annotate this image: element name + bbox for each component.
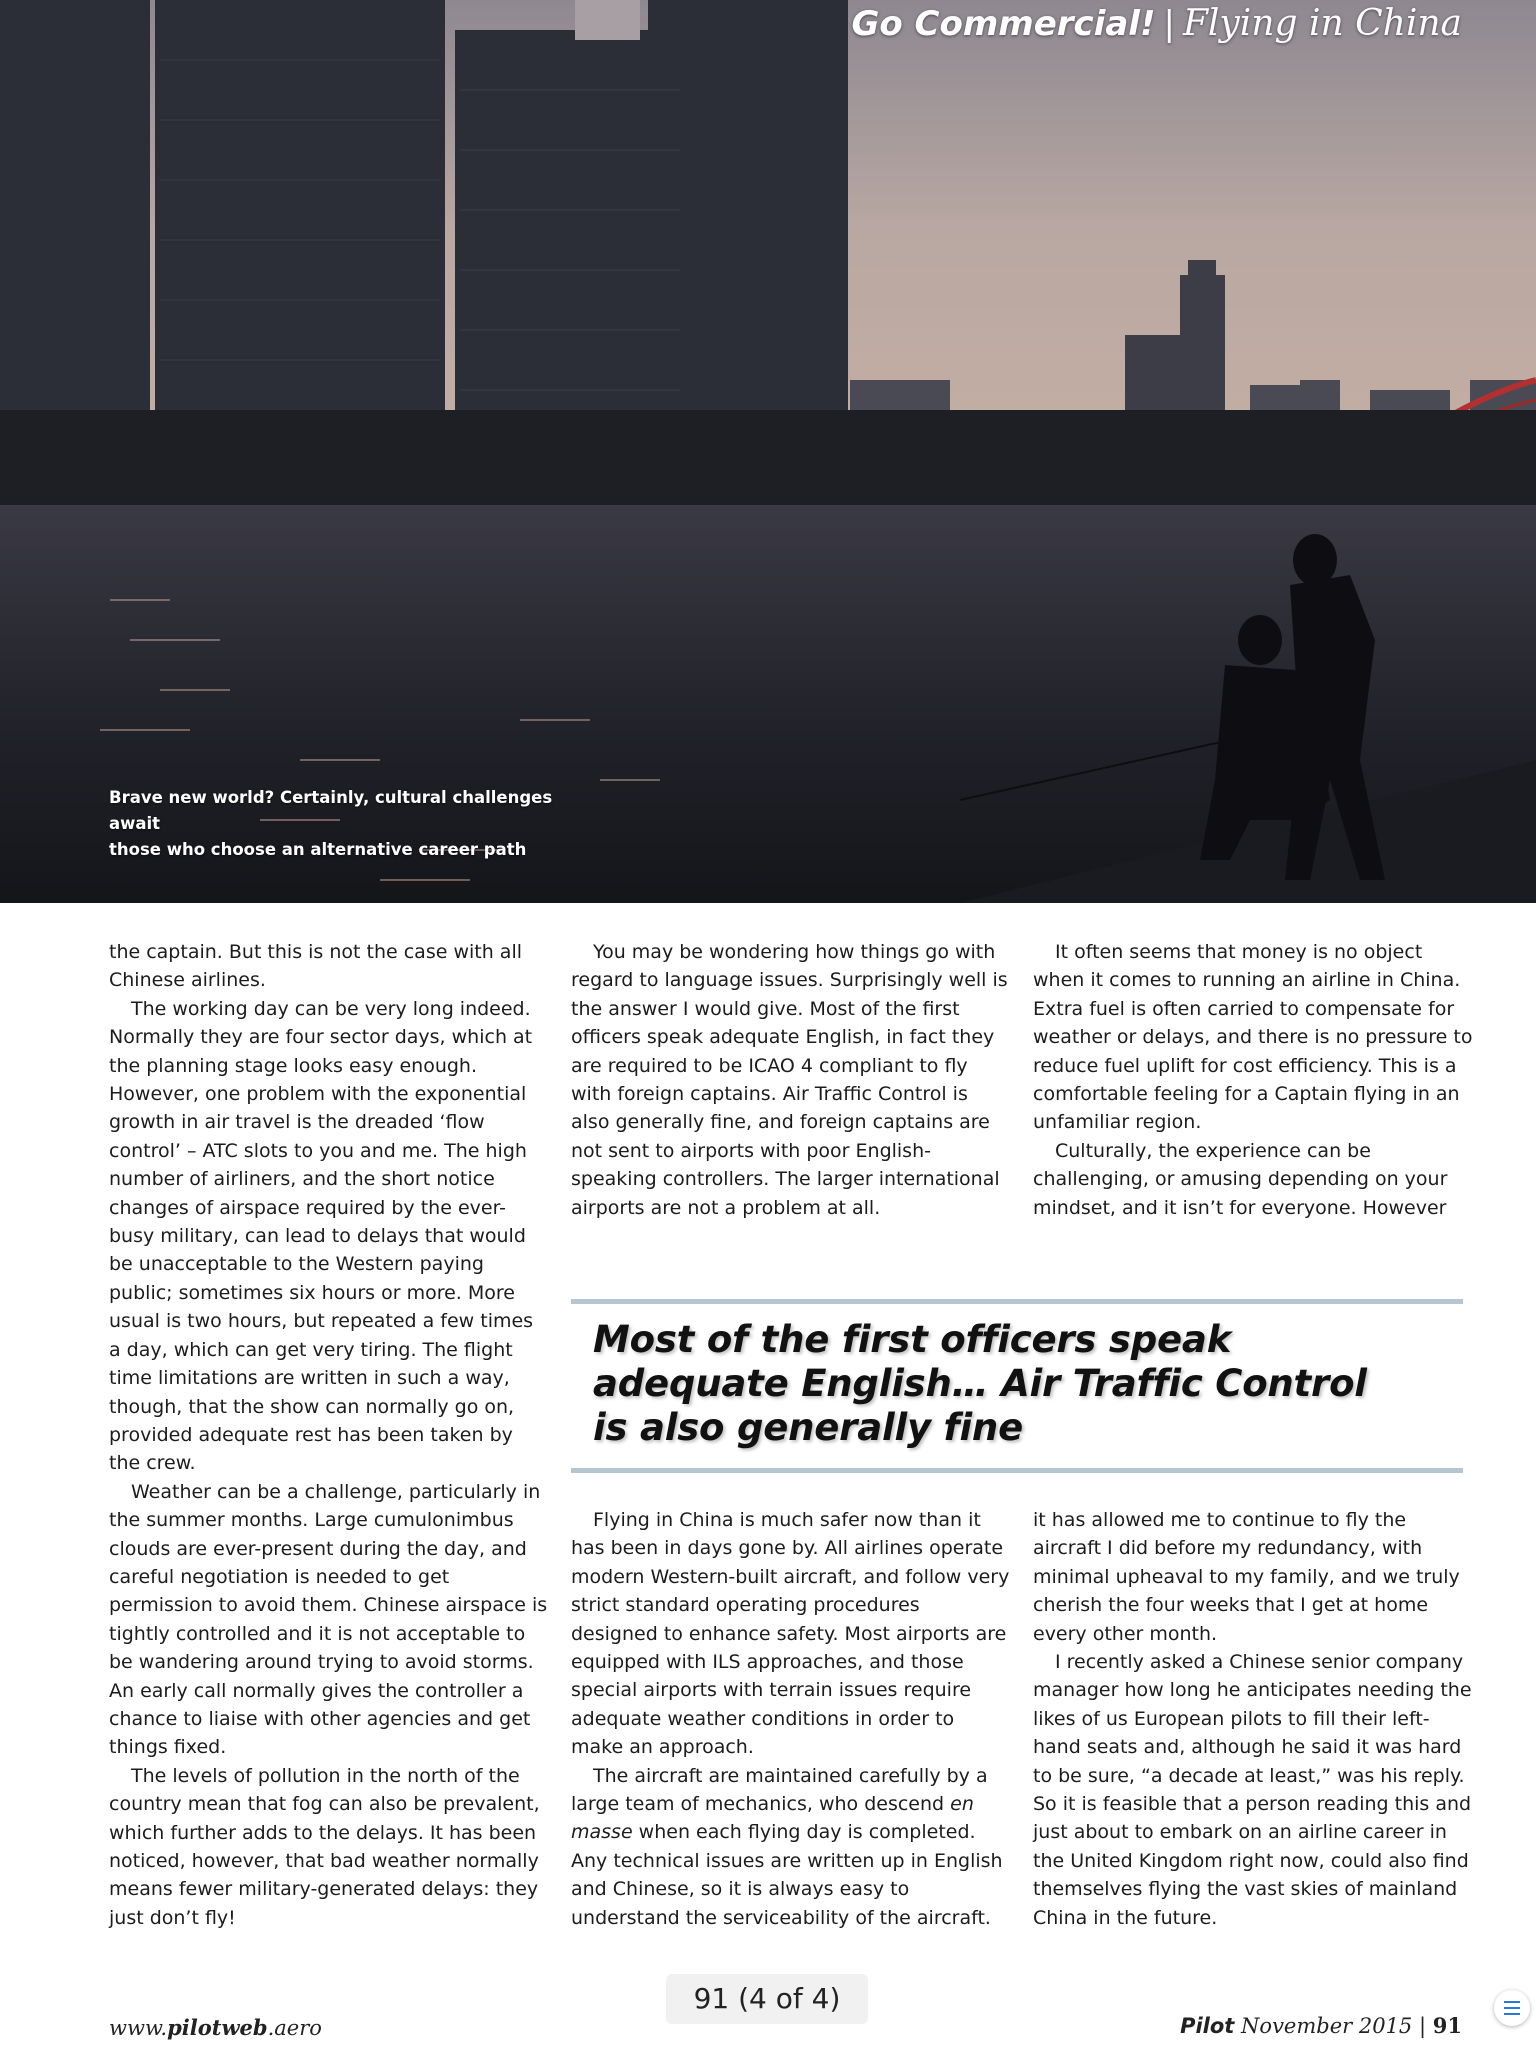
url-domain: pilotweb <box>167 2015 268 2040</box>
issue-date: November 2015 <box>1241 2014 1413 2038</box>
pullquote-line: is also generally fine <box>593 1406 1023 1449</box>
article-column-3-top <box>1033 938 1473 1222</box>
pullquote-rule-bottom <box>571 1468 1463 1473</box>
hero-photo <box>0 0 1536 903</box>
text-run: The aircraft are maintained carefully by a large team of mechanics, who descend <box>571 1764 988 1816</box>
magazine-name: Pilot <box>1180 2014 1235 2038</box>
caption-line: those who choose an alternative career path <box>109 840 527 859</box>
article-column-1 <box>109 938 549 1932</box>
footer-website <box>109 2015 322 2040</box>
city-river-scene <box>0 0 1536 903</box>
pullquote <box>593 1318 1413 1450</box>
paragraph <box>571 1762 1011 1932</box>
pullquote-line: Most of the first officers speak <box>593 1318 1232 1361</box>
footer-folio <box>1180 2013 1462 2038</box>
italic-phrase: en masse <box>571 1793 974 1844</box>
paragraph: It often seems that money is no object when it comes to running an airline in China. Extra fuel is often carried to compensate for weather or delays, and there is no pressure to reduce fuel uplift for cost efficiency. This is a comfortable feeling for a Captain flying in an unfamiliar region. <box>1033 941 1473 1134</box>
paragraph: Culturally, the experience can be challenging, or amusing depending on your mindset, and it isn’t for everyone. However <box>1033 1139 1448 1219</box>
folio-divider: | <box>1419 2014 1427 2038</box>
paragraph: it has allowed me to continue to fly the aircraft I did before my redundancy, with minimal upheaval to my family, and we truly cherish the four weeks that I get at home every other month. <box>1033 1509 1460 1645</box>
paragraph: I recently asked a Chinese senior company manager how long he anticipates needing the likes of us European pilots to fill their left-hand seats and, although he said it was hard to be sure, “a decade at least,” was his reply. So it is feasible that a person reading this and just about to embark on an airline career in the United Kingdom right now, could also find themselves flying the vast skies of mainland China in the future. <box>1033 1651 1472 1929</box>
header-separator: | <box>1163 4 1175 44</box>
page-number: 91 <box>1432 2013 1462 2038</box>
page-indicator[interactable]: 91 (4 of 4) <box>666 1974 868 2024</box>
paragraph: The levels of pollution in the north of the country mean that fog can also be prevalent, which further adds to the delays. It has been noticed, however, that bad weather normally means fewer military-generated delays: they just don’t fly! <box>109 1764 540 1929</box>
caption-line: Brave new world? Certainly, cultural challenges await <box>109 788 553 833</box>
article-column-2-bottom <box>571 1506 1011 1932</box>
photo-caption <box>109 785 579 863</box>
paragraph: Weather can be a challenge, particularly in the summer months. Large cumulonimbus clouds are ever-present during the day, and careful negotiation is needed to get permission to avoid them. Chinese airspace is tightly controlled and it is not acceptable to be wandering around trying to avoid storms. An early call normally gives the controller a chance to liaise with other agencies and get things fixed. <box>109 1480 548 1759</box>
pullquote-rule-top <box>571 1299 1463 1304</box>
paragraph: You may be wondering how things go with regard to language issues. Surprisingly well is the answer I would give. Most of the first officers speak adequate English, in fact they are required to be ICAO 4 compliant to fly with foreign captains. Air Traffic Control is also generally fine, and foreign captains are not sent to airports with poor English-speaking controllers. The larger international airports are not a problem at all. <box>571 941 1008 1219</box>
paragraph: Flying in China is much safer now than it has been in days gone by. All airlines operate modern Western-built aircraft, and follow very strict standard operating procedures designed to enhance safety. Most airports are equipped with ILS approaches, and those special airports with terrain issues require adequate weather conditions in order to make an approach. <box>571 1509 1010 1759</box>
running-header <box>851 0 1462 48</box>
paragraph: the captain. But this is not the case with all Chinese airlines. <box>109 941 522 992</box>
article-column-2-top <box>571 938 1011 1222</box>
section-brand: Go Commercial! <box>851 4 1156 44</box>
url-suffix: .aero <box>267 2016 322 2040</box>
text-run: when each flying day is completed. Any technical issues are written up in English and Chinese, so it is always easy to understand the serviceability of the aircraft. <box>571 1821 1003 1929</box>
section-name: Flying in China <box>1182 3 1462 44</box>
article-column-3-bottom <box>1033 1506 1473 1932</box>
url-prefix: www. <box>109 2016 168 2040</box>
menu-icon[interactable] <box>1494 1990 1530 2026</box>
paragraph: The working day can be very long indeed. Normally they are four sector days, which at the planning stage looks easy enough. However, one problem with the exponential growth in air travel is the dreaded ‘flow control’ – ATC slots to you and me. The high number of airliners, and the short notice changes of airspace required by the ever-busy military, can lead to delays that would be unacceptable to the Western paying public; sometimes six hours or more. More usual is two hours, but repeated a few times a day, which can get very tiring. The flight time limitations are written in such a way, though, that the show can normally go on, provided adequate rest has been taken by the crew. <box>109 997 534 1475</box>
pullquote-line: adequate English… Air Traffic Control <box>593 1362 1367 1405</box>
